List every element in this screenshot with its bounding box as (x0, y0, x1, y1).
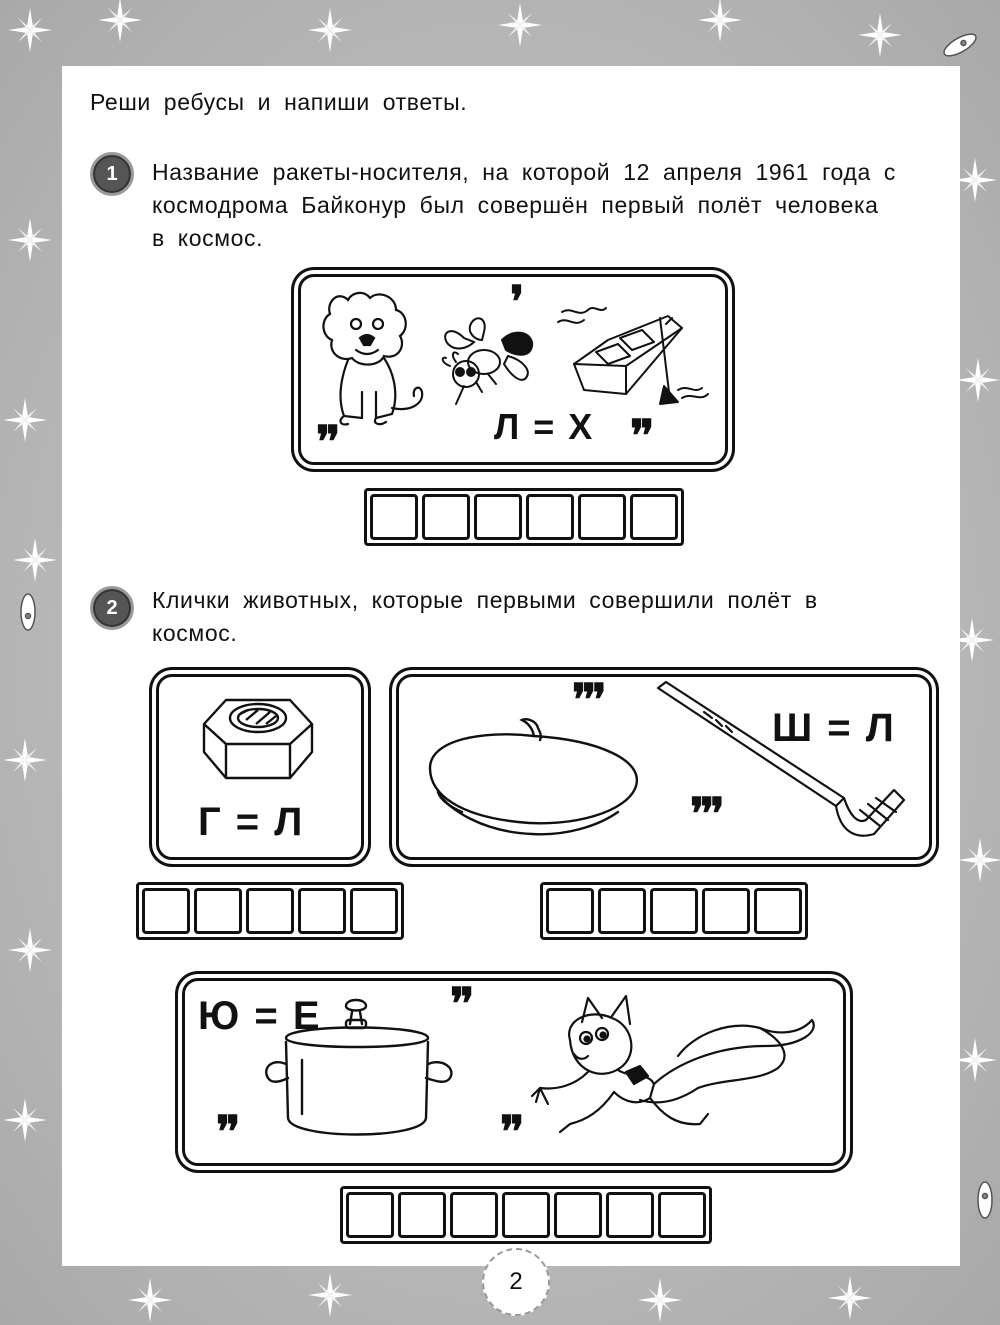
answer-cell[interactable] (370, 494, 418, 540)
rebus-2c-commas-top: ❜❜ (450, 979, 471, 1030)
wasp-picture (436, 312, 546, 412)
task-2-line-1: Клички животных, которые первыми совершили полёт в (152, 587, 818, 613)
answer-cell[interactable] (502, 1192, 550, 1238)
answer-cell[interactable] (606, 1192, 654, 1238)
answer-cell[interactable] (142, 888, 190, 934)
task-1-line-2: космодрома Байконур был совершён первый полёт человека (152, 192, 879, 218)
task-2-line-2: космос. (152, 620, 238, 646)
instruction-text: Реши ребусы и напиши ответы. (90, 89, 468, 115)
answer-grid-2a[interactable] (136, 882, 404, 940)
boat-picture (556, 294, 716, 414)
page-number: 2 (482, 1248, 550, 1316)
rebus-2c-letter-rule: Ю = Е (198, 994, 322, 1038)
answer-cell[interactable] (754, 888, 802, 934)
squirrel-picture (530, 994, 820, 1150)
answer-cell[interactable] (246, 888, 294, 934)
rebus-2b-commas-bottom: ❜❜❜ (690, 789, 721, 840)
task-2-number-badge: 2 (90, 586, 134, 630)
answer-cell[interactable] (346, 1192, 394, 1238)
answer-grid-2c[interactable] (340, 1186, 712, 1244)
answer-cell[interactable] (658, 1192, 706, 1238)
lion-picture (318, 288, 430, 428)
answer-cell[interactable] (194, 888, 242, 934)
answer-cell[interactable] (650, 888, 698, 934)
task-1-line-3: в космос. (152, 225, 264, 251)
answer-cell[interactable] (546, 888, 594, 934)
answer-cell[interactable] (474, 494, 522, 540)
answer-cell[interactable] (554, 1192, 602, 1238)
rebus-1-comma-top: ❜ (510, 277, 521, 328)
rebus-1-commas-left: ❜❜ (316, 417, 337, 468)
answer-cell[interactable] (350, 888, 398, 934)
rebus-2a-letter-rule: Г = Л (198, 800, 305, 844)
answer-cell[interactable] (598, 888, 646, 934)
answer-cell[interactable] (526, 494, 574, 540)
saucepan-picture (262, 994, 458, 1144)
task-1-line-1: Название ракеты-носителя, на которой 12 апреля 1961 года с (152, 159, 896, 185)
rebus-2b-commas-top: ❜❜❜ (572, 675, 603, 726)
task-1-number-badge: 1 (90, 152, 134, 196)
nut-picture (198, 690, 318, 790)
answer-cell[interactable] (422, 494, 470, 540)
answer-cell[interactable] (398, 1192, 446, 1238)
answer-grid-2b[interactable] (540, 882, 808, 940)
answer-grid-1[interactable] (364, 488, 684, 546)
rebus-2b-letter-rule: Ш = Л (772, 706, 896, 750)
rebus-2c-commas-mid: ❜❜ (500, 1107, 521, 1158)
rebus-2c-commas-left: ❜❜ (216, 1107, 237, 1158)
rebus-1-commas-right: ❜❜ (630, 411, 651, 462)
answer-cell[interactable] (578, 494, 626, 540)
answer-cell[interactable] (298, 888, 346, 934)
answer-cell[interactable] (702, 888, 750, 934)
answer-cell[interactable] (450, 1192, 498, 1238)
beret-picture (422, 712, 648, 844)
answer-cell[interactable] (630, 494, 678, 540)
rebus-1-letter-rule: Л = Х (494, 406, 595, 447)
